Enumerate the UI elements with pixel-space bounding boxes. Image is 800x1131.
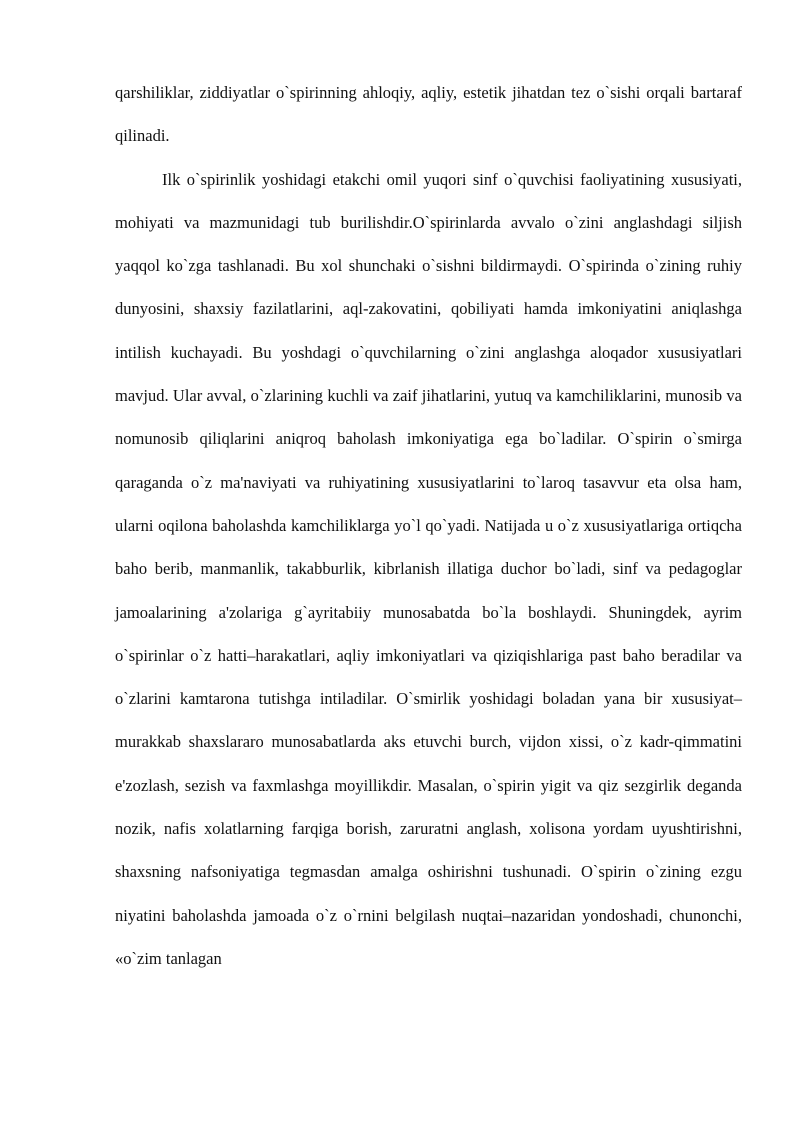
paragraph-main: Ilk o`spirinlik yoshidagi etakchi omil yuqori sinf o`quvchisi faoliyatining xususiyati, mohiyati va mazmunidagi tub burilishdir.O`spirinlarda avvalo o`zini anglashdagi siljish yaqqol ko`zga tashlanadi. Bu xol shunchaki o`sishni bildirmaydi. O`spirinda o`zining ruhiy dunyosini, shaxsiy fazilatlarini, aql-zakovatini, qobiliyati hamda imkoniyatini aniqlashga intilish kuchayadi. Bu yoshdagi o`quvchilarning o`zini anglashga aloqador xususiyatlari mavjud. Ular avval, o`zlarining kuchli va zaif jihatlarini, yutuq va kamchiliklarini, munosib va nomunosib qiliqlarini aniqroq baholash imkoniyatiga ega bo`ladilar. O`spirin o`smirga qaraganda o`z ma'naviyati va ruhiyatining xususiyatlarini to`laroq tasavvur eta olsa ham, ularni oqilona baholashda kamchiliklarga yo`l qo`yadi. Natijada u o`z xususiyatlariga ortiqcha baho berib, manmanlik, takabburlik, kibrlanish illatiga duchor bo`ladi, sinf va pedagoglar jamoalarining a'zolariga g`ayritabiiy munosabatda bo`la boshlaydi. Shuningdek, ayrim o`spirinlar o`z hatti–harakatlari, aqliy imkoniyatlari va qiziqishlariga past baho beradilar va o`zlarini kamtarona tutishga intiladilar. O`smirlik yoshidagi boladan yana bir xususiyat–murakkab shaxslararo munosabatlarda aks etuvchi burch, vijdon xissi, o`z kadr-qimmatini e'zozlash, sezish va faxmlashga moyillikdir. Masalan, o`spirin yigit va qiz sezgirlik deganda nozik, nafis xolatlarning farqiga borish, zaruratni anglash, xolisona yordam uyushtirishni, shaxsning nafsoniyatiga tegmasdan amalga oshirishni tushunadi. O`spirin o`zining ezgu niyatini baholashda jamoada o`z o`rnini belgilash nuqtai–nazaridan yondoshadi, chunonchi, «o`zim tanlagan (115, 169, 742, 968)
body-text (115, 71, 742, 980)
paragraph-continuation: qarshiliklar, ziddiyatlar o`spirinning ahloqiy, aqliy, estetik jihatdan tez o`sishi orqali bartaraf qilinadi. (115, 83, 742, 146)
